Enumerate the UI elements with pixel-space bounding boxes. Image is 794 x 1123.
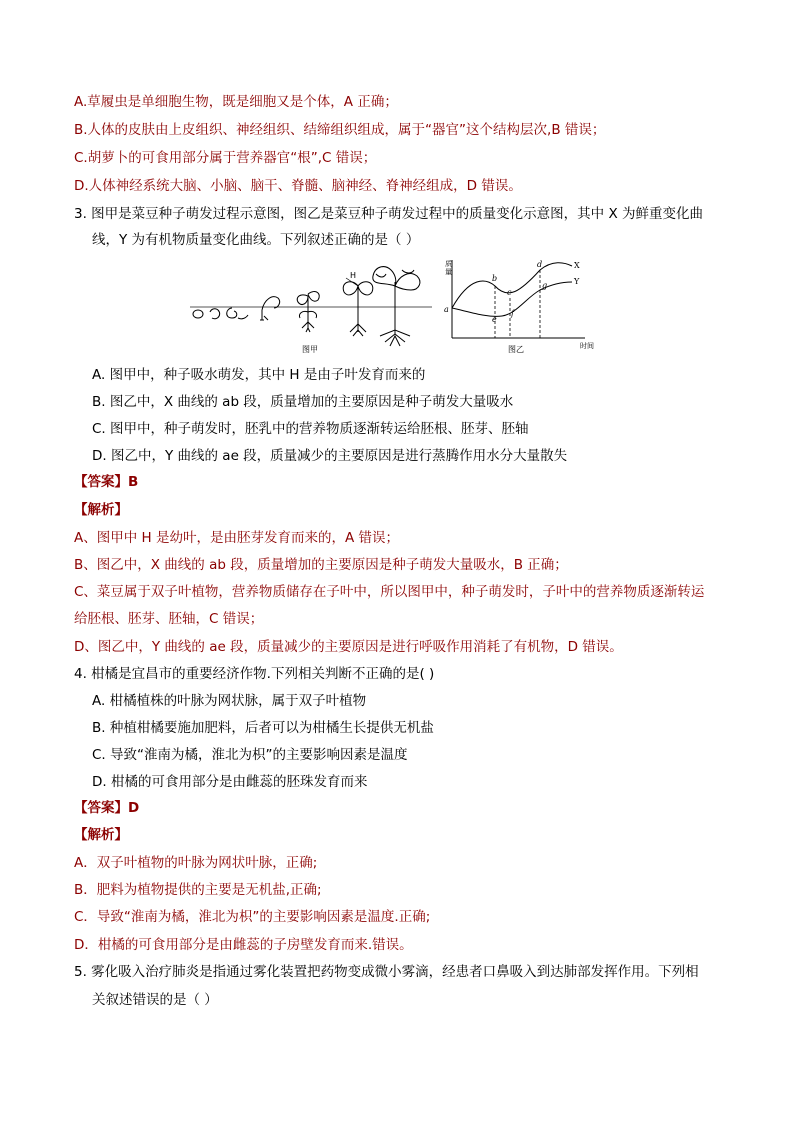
question-3-option-b: B. 图乙中，X 曲线的 ab 段，质量增加的主要原因是种子萌发大量吸水 (92, 394, 514, 410)
analysis-line: C．导致“淮南为橘，淮北为枳”的主要影响因素是温度.正确; (74, 909, 431, 925)
question-4-option-d: D. 柑橘的可食用部分是由雌蕊的胚珠发育而来 (92, 774, 368, 790)
point-d: d (537, 260, 543, 269)
figure-jia (190, 267, 432, 346)
figure-yi (452, 260, 585, 338)
point-g: g (542, 281, 548, 290)
curve-x (452, 263, 572, 308)
curve-y-label: Y (574, 277, 580, 286)
question-5-stem-cont: 关叙述错误的是（ ） (92, 992, 218, 1008)
question-3-analysis-title: 【解析】 (74, 502, 128, 518)
analysis-line: C、菜豆属于双子叶植物，营养物质储存在子叶中，所以图甲中，种子萌发时，子叶中的营养物质逐渐转运 (74, 584, 705, 600)
analysis-line: A.草履虫是单细胞生物，既是细胞又是个体，A 正确； (74, 94, 398, 110)
question-3-option-d: D. 图乙中，Y 曲线的 ae 段，质量减少的主要原因是进行蒸腾作用水分大量散失 (92, 448, 568, 464)
point-a: a (444, 305, 449, 314)
analysis-line: B、图乙中，X 曲线的 ab 段，质量增加的主要原因是种子萌发大量吸水，B 正确； (74, 557, 568, 573)
analysis-line: B.人体的皮肤由上皮组织、神经组织、结缔组织组成，属于“器官”这个结构层次,B 错误； (74, 122, 606, 138)
analysis-line: D．柑橘的可食用部分是由雌蕊的子房壁发育而来.错误。 (74, 937, 413, 953)
question-4-option-c: C. 导致“淮南为橘，淮北为枳”的主要影响因素是温度 (92, 747, 408, 763)
question-3-figure (190, 256, 610, 356)
question-3-option-a: A. 图甲中，种子吸水萌发，其中 H 是由子叶发育而来的 (92, 367, 426, 383)
analysis-line: D.人体神经系统大脑、小脑、脑干、脊髓、脑神经、脊神经组成，D 错误。 (74, 178, 522, 194)
h-label: H (350, 271, 357, 280)
point-e: e (492, 315, 497, 324)
y-axis-label: 质 (445, 260, 452, 268)
question-4-option-b: B. 种植柑橘要施加肥料，后者可以为柑橘生长提供无机盐 (92, 720, 434, 736)
seed-germination-diagram (190, 256, 610, 356)
question-3-answer: 【答案】B (74, 474, 139, 490)
question-3-stem: 3. 图甲是菜豆种子萌发过程示意图，图乙是菜豆种子萌发过程中的质量变化示意图，其中 X 为鲜重变化曲 (74, 206, 704, 222)
question-3-option-c: C. 图甲中，种子萌发时，胚乳中的营养物质逐渐转运给胚根、胚芽、胚轴 (92, 421, 529, 437)
question-4-analysis-title: 【解析】 (74, 827, 128, 843)
point-c: c (507, 288, 512, 297)
y-axis-label: 量 (445, 268, 452, 276)
question-3-stem-cont: 线，Y 为有机物质量变化曲线。下列叙述正确的是（ ） (92, 232, 420, 248)
analysis-line: A．双子叶植物的叶脉为网状叶脉，正确; (74, 855, 318, 871)
analysis-line: C.胡萝卜的可食用部分属于营养器官“根”,C 错误； (74, 150, 377, 166)
x-axis-label: 时间 (580, 342, 594, 350)
question-4-answer: 【答案】D (74, 800, 140, 816)
figure-yi-caption: 图乙 (508, 345, 524, 354)
curve-x-label: X (574, 261, 580, 270)
analysis-line: A、图甲中 H 是幼叶，是由胚芽发育而来的，A 错误； (74, 530, 399, 546)
analysis-line: B．肥料为植物提供的主要是无机盐,正确; (74, 882, 322, 898)
question-5-stem: 5. 雾化吸入治疗肺炎是指通过雾化装置把药物变成微小雾滴，经患者口鼻吸入到达肺部发挥作用。下列相 (74, 964, 699, 980)
question-4-option-a: A. 柑橘植株的叶脉为网状脉，属于双子叶植物 (92, 693, 367, 709)
figure-jia-caption: 图甲 (302, 345, 318, 354)
point-f: f (511, 309, 514, 318)
analysis-line: D、图乙中，Y 曲线的 ae 段，质量减少的主要原因是进行呼吸作用消耗了有机物，D 错误。 (74, 639, 623, 655)
analysis-line: 给胚根、胚芽、胚轴，C 错误； (74, 611, 264, 627)
point-b: b (492, 274, 498, 283)
question-4-stem: 4. 柑橘是宜昌市的重要经济作物.下列相关判断不正确的是( ) (74, 666, 435, 682)
